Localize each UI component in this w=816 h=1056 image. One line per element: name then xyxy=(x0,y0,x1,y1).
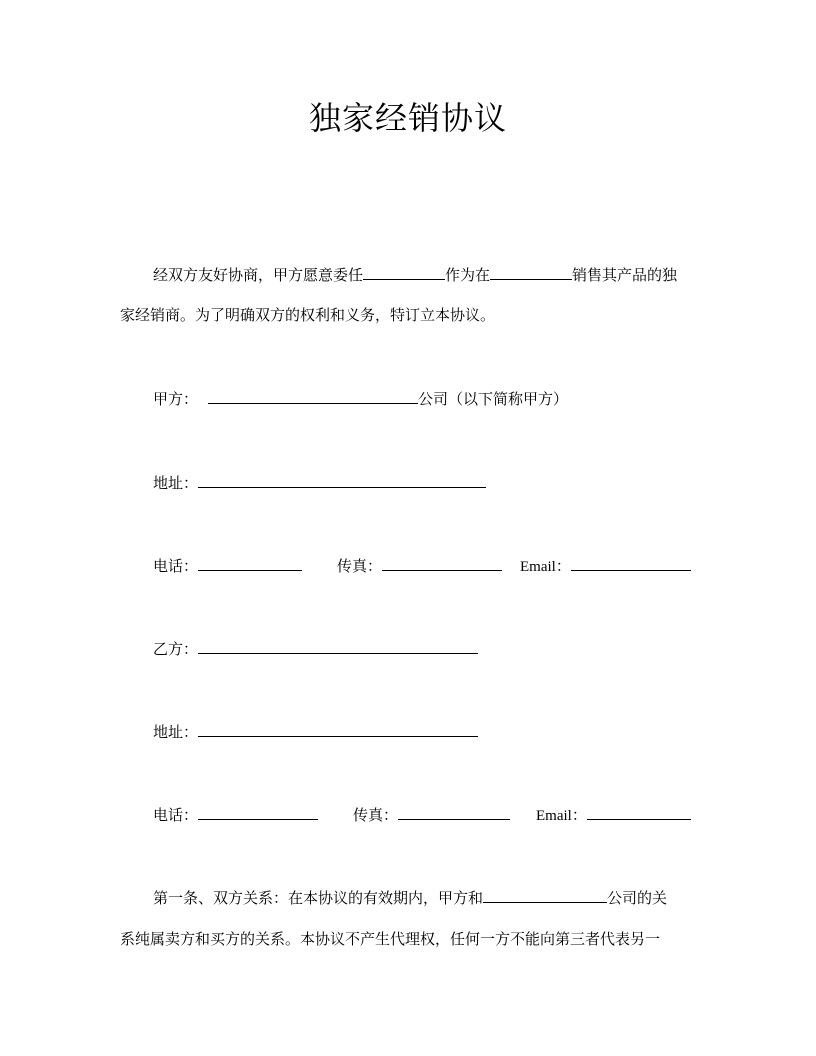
party-a-address-label: 地址： xyxy=(153,474,199,492)
intro-line-1 xyxy=(153,263,677,286)
party-b-address-blank[interactable] xyxy=(198,720,478,737)
party-b-name-blank[interactable] xyxy=(198,637,478,654)
party-a-fax-group xyxy=(337,554,502,577)
party-b-phone-blank[interactable] xyxy=(198,803,318,820)
party-a-phone-blank[interactable] xyxy=(198,554,302,571)
party-a-email-label: Email： xyxy=(520,559,571,575)
party-a-suffix: 公司（以下简称甲方） xyxy=(418,390,569,408)
document-title: 独家经销协议 xyxy=(308,99,507,137)
intro-text-1: 经双方友好协商，甲方愿意委任 xyxy=(153,266,364,284)
party-b-address-line xyxy=(153,720,478,743)
article-1-company-blank[interactable] xyxy=(483,886,607,903)
party-b-fax-label: 传真： xyxy=(353,806,399,824)
party-a-email-blank[interactable] xyxy=(571,554,691,571)
party-a-contact-line xyxy=(153,554,698,577)
party-b-email-group xyxy=(536,803,691,827)
party-a-fax-blank[interactable] xyxy=(382,554,502,571)
party-a-email-group xyxy=(520,554,691,578)
article-1-text-2: 公司的关 xyxy=(607,889,668,907)
party-a-phone-label: 电话： xyxy=(153,557,199,575)
party-b-email-blank[interactable] xyxy=(587,803,691,820)
party-b-fax-blank[interactable] xyxy=(398,803,510,820)
party-a-name-blank[interactable] xyxy=(208,387,418,404)
intro-line-2: 家经销商。为了明确双方的权利和义务，特订立本协议。 xyxy=(120,306,496,324)
party-b-label: 乙方： xyxy=(153,640,199,658)
party-a-address-line xyxy=(153,471,486,494)
party-a-address-blank[interactable] xyxy=(198,471,486,488)
territory-blank[interactable] xyxy=(490,263,572,280)
intro-text-2: 作为在 xyxy=(445,266,491,284)
party-a-fax-label: 传真： xyxy=(337,557,383,575)
party-b-fax-group xyxy=(353,803,510,826)
party-b-email-label: Email： xyxy=(536,808,587,824)
intro-text-3: 销售其产品的独 xyxy=(572,266,678,284)
article-1-line-2: 系纯属卖方和买方的关系。本协议不产生代理权，任何一方不能向第三者代表另一 xyxy=(120,930,661,948)
party-b-phone-label: 电话： xyxy=(153,806,199,824)
party-b-line xyxy=(153,637,478,660)
party-b-contact-line xyxy=(153,803,698,826)
appointee-blank[interactable] xyxy=(363,263,445,280)
party-b-address-label: 地址： xyxy=(153,723,199,741)
party-a-label: 甲方： xyxy=(153,390,199,408)
party-a-line xyxy=(153,387,568,410)
article-1-text-1: 第一条、双方关系：在本协议的有效期内，甲方和 xyxy=(153,889,484,907)
article-1-line-1 xyxy=(153,886,667,909)
